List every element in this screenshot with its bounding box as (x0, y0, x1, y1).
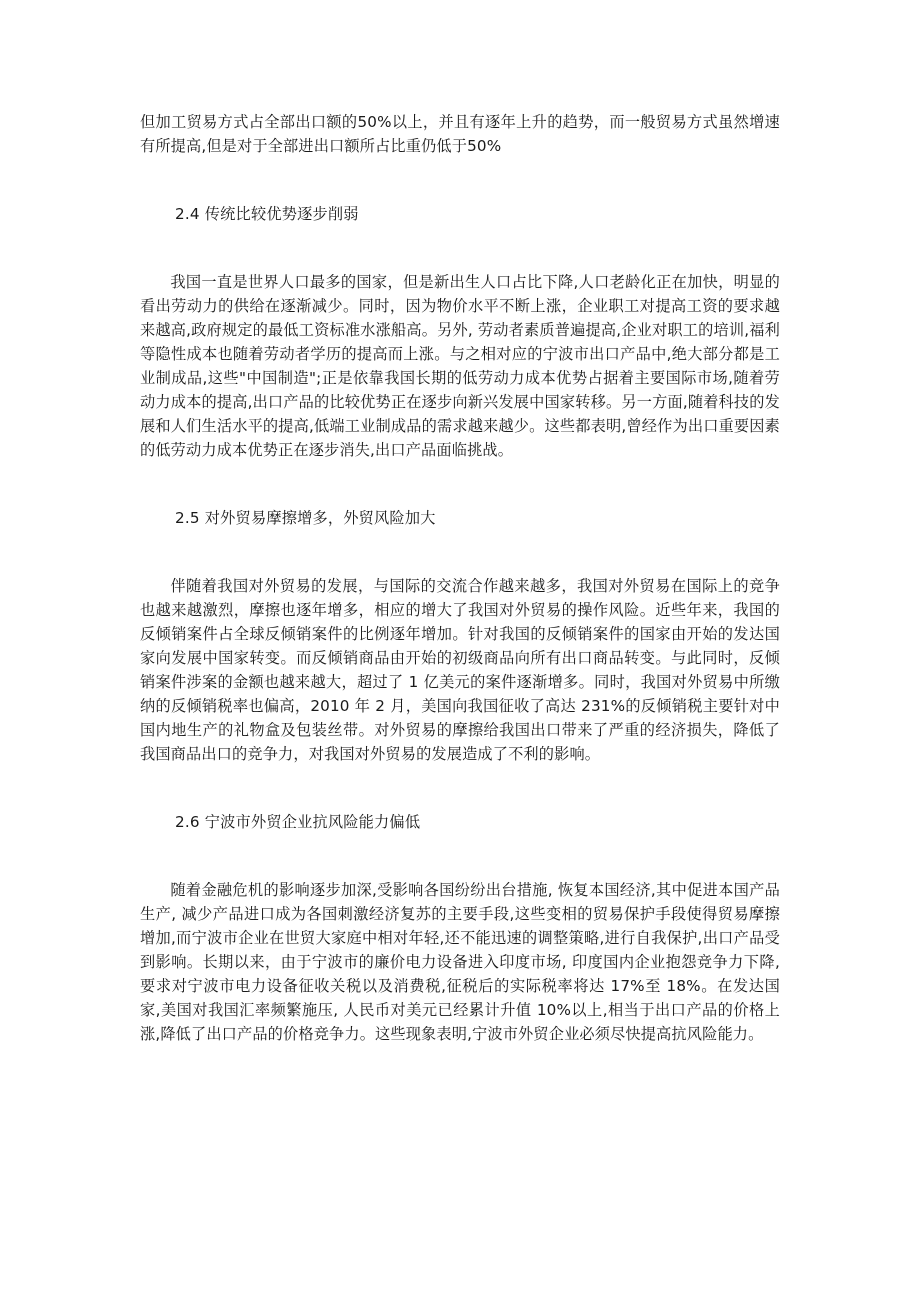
paragraph-2-6: 随着金融危机的影响逐步加深,受影响各国纷纷出台措施, 恢复本国经济,其中促进本国产品生产, 减少产品进口成为各国刺激经济复苏的主要手段,这些变相的贸易保护手段使得贸易摩擦增加,而宁波市企业在世贸大家庭中相对年轻,还不能迅速的调整策略,进行自我保护,出口产品受到影响。长期以来，由于宁波市的廉价电力设备进入印度市场, 印度国内企业抱怨竞争力下降,要求对宁波市电力设备征收关税以及消费税,征税后的实际税率将达 17%至 18%。在发达国家,美国对我国汇率频繁施压, 人民币对美元已经累计升值 10%以上,相当于出口产品的价格上涨,降低了出口产品的价格竞争力。这些现象表明,宁波市外贸企业必须尽快提高抗风险能力。 (140, 881, 780, 1043)
paragraph-2-5: 伴随着我国对外贸易的发展，与国际的交流合作越来越多，我国对外贸易在国际上的竞争也越来越激烈，摩擦也逐年增多，相应的增大了我国对外贸易的操作风险。近些年来，我国的反倾销案件占全球反倾销案件的比例逐年增加。针对我国的反倾销案件的国家由开始的发达国家向发展中国家转变。而反倾销商品由开始的初级商品向所有出口商品转变。与此同时，反倾销案件涉案的金额也越来越大，超过了 1 亿美元的案件逐渐增多。同时，我国对外贸易中所缴纳的反倾销税率也偏高，2010 年 2 月，美国向我国征收了高达 231%的反倾销税主要针对中国内地生产的礼物盒及包装丝带。对外贸易的摩擦给我国出口带来了严重的经济损失，降低了我国商品出口的竞争力，对我国对外贸易的发展造成了不利的影响。 (140, 577, 780, 763)
section-heading-2-4: 2.4 传统比较优势逐步削弱 (175, 205, 359, 223)
paragraph-2-4: 我国一直是世界人口最多的国家，但是新出生人口占比下降,人口老龄化正在加快，明显的看出劳动力的供给在逐渐减少。同时，因为物价水平不断上涨，企业职工对提高工资的要求越来越高,政府规定的最低工资标准水涨船高。另外, 劳动者素质普遍提高,企业对职工的培训,福利等隐性成本也随着劳动者学历的提高而上涨。与之相对应的宁波市出口产品中,绝大部分都是工业制成品,这些"中国制造";正是依靠我国长期的低劳动力成本优势占据着主要国际市场,随着劳动力成本的提高,出口产品的比较优势正在逐步向新兴发展中国家转移。另一方面,随着科技的发展和人们生活水平的提高,低端工业制成品的需求越来越少。这些都表明,曾经作为出口重要因素的低劳动力成本优势正在逐步消失,出口产品面临挑战。 (140, 273, 780, 459)
section-heading-2-5: 2.5 对外贸易摩擦增多，外贸风险加大 (175, 509, 436, 527)
section-heading-2-6: 2.6 宁波市外贸企业抗风险能力偏低 (175, 813, 421, 831)
paragraph-intro: 但加工贸易方式占全部出口额的50%以上，并且有逐年上升的趋势，而一般贸易方式虽然增速有所提高,但是对于全部进出口额所占比重仍低于50% (140, 113, 780, 155)
